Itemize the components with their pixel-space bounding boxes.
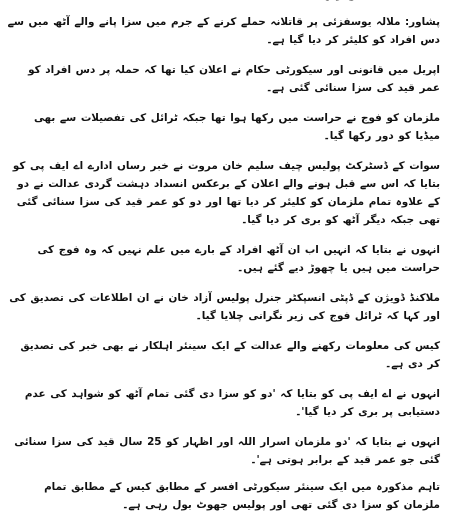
article-paragraph-location — [6, 0, 440, 4]
article-paragraph-april-announcement: اپریل میں قانونی اور سیکورٹی حکام نے اعلان کیا تھا کہ حملہ پر دس افراد کو عمر قید کی سزا سنائی گئی ہے۔ — [28, 64, 440, 94]
article-paragraph-lead: پشاور: ملالہ یوسفزئی پر قاتلانہ حملے کرنے کے جرم میں سزا پانے والے آٹھ میں سے دس افراد کو کلیئر کر دیا گیا ہے۔ — [7, 16, 440, 46]
article-paragraph-quote-sentence: انہوں نے بتایا کہ 'دو ملزمان اسرار اللہ اور اظہار کو 25 سال قید کی سزا سنائی گئی جو عمر قید کے برابر ہوتی ہے'۔ — [14, 436, 440, 466]
article-paragraph-dig-confirmation: ملاکنڈ ڈویژن کے ڈپٹی انسپکٹر جنرل پولیس آزاد خان نے ان اطلاعات کی تصدیق کی اور کہا کہ ٹرائل فوج کی زیر نگرانی چلایا گیا۔ — [9, 292, 440, 322]
article-paragraph-security-officer: تاہم مذکورہ میں ایک سینئر سیکورٹی افسر کے مطابق کیس کے مطابق تمام ملزمان کو سزا دی گئی تھی اور پولیس جھوٹ بول رہی ہے۔ — [44, 481, 440, 511]
article-paragraph-unknown-status: انہوں نے بتایا کہ انہیں اب ان آٹھ افراد کے بارے میں علم نہیں کہ وہ فوج کی حراست میں ہیں یا چھوڑ دیے گئے ہیں۔ — [37, 244, 440, 274]
article-paragraph-police-chief: سوات کے ڈسٹرکٹ پولیس چیف سلیم خان مروت نے خبر رساں ادارے اے ایف پی کو بتایا کہ اس سے قبل ہونے والے اعلان کے برعکس انسداد دہشت گردی عدالت نے دو کے علاوہ تمام ملزمان کو کلیئر کر دیا تھا اور دو کو عمر قید کی سزا سنائی گئی تھی جبکہ دیگر آٹھ کو بری کر دیا گیا۔ — [12, 160, 440, 226]
article-paragraph-court-official: کیس کی معلومات رکھنے والے عدالت کے ایک سینئر اہلکار نے بھی خبر کی تصدیق کر دی ہے۔ — [20, 340, 440, 370]
article-paragraph-custody: ملزمان کو فوج نے حراست میں رکھا ہوا تھا جبکہ ٹرائل کی تفصیلات سے بھی میڈیا کو دور رکھا گیا۔ — [34, 112, 440, 142]
article-paragraph-quote-acquittal: انہوں نے اے ایف پی کو بتایا کہ 'دو کو سزا دی گئی تمام آٹھ کو شواہد کی عدم دستیابی پر بری کر دیا گیا'۔ — [24, 388, 440, 418]
article-body — [6, 0, 440, 517]
